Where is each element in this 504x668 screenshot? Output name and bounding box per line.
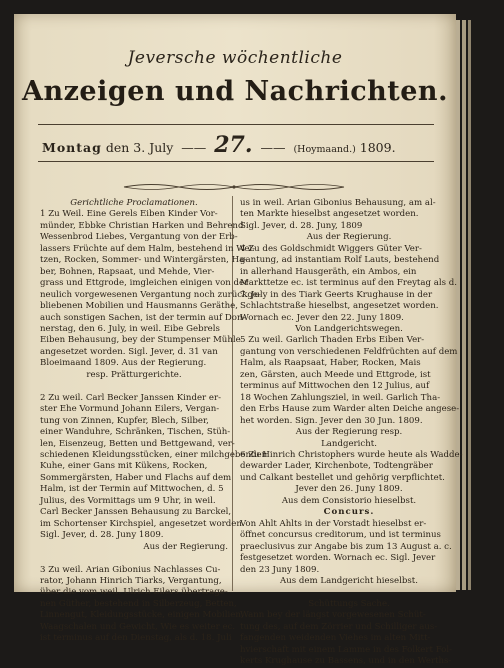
right-column-line: Von Landgerichtswegen. [295, 323, 403, 334]
issue-number: 27. [214, 132, 253, 158]
left-column-line: auch sonstigen Sachen, ist der termin auf Don- [40, 312, 246, 323]
left-column-line: angesetzet worden. Sigl. Jever, d. 31 van [40, 346, 218, 357]
right-column-line: zen, Gärsten, auch Meede und Ettgrode, ist [240, 369, 431, 380]
left-column-line: Sigl. Jever, d. 28. Juny 1809. [40, 530, 164, 541]
right-column-line: Wornach ec. Jever den 22. Juny 1809. [240, 312, 404, 323]
left-column-line: einer Wanduhre, Schränken, Tischen, Stüh- [40, 427, 231, 438]
right-column-line: den Erbs Hause zum Warder alten Deiche angese- [240, 404, 460, 415]
masthead-title-line2: Anzeigen und Nachrichten. [22, 76, 448, 107]
right-column-line: 18 Wochen Zahlungsziel, in weil. Garlich Tha- [240, 392, 441, 403]
page-sheet [14, 14, 463, 667]
right-column-line: Schüttungs Sache. [308, 598, 390, 609]
left-column-line: len, Eisenzeug, Betten und Bettgewand, ver- [40, 438, 235, 449]
left-column-line: grass und Ettgrode, imgleichen einigen von der [40, 278, 249, 289]
right-column-line: den 23 Juny 1809. [240, 564, 320, 575]
right-column-line: Sigl. Jever, d. 28. Juny, 1809 [240, 220, 363, 231]
left-column-line: Linnengut, Kleidungsstücke, einigen Mobilien, [40, 610, 244, 621]
left-column-line: Kuhe, einer Gans mit Kükens, Rocken, [40, 461, 208, 472]
right-column-line: Markttetze ec. ist terminus auf den Freytag als d. [240, 278, 457, 289]
left-column-line: münder, Ebbke Christian Harken und Behrend [40, 220, 244, 231]
left-column-line: neulich vorgewesenen Vergantung noch zurückge- [40, 289, 261, 300]
right-column-line: 6 Zu Hinrich Christophers wurde heute als Wadde- [240, 449, 463, 460]
right-column-line: ten Markte hieselbst angesetzet worden. [240, 209, 419, 220]
right-column-line: in allerhand Hausgeräth, ein Ambos, ein [240, 266, 417, 277]
left-column-line: Bloeimaand 1809. Aus der Regierung. [40, 358, 207, 369]
right-column-line: Aus der Regierung resp. [295, 427, 403, 438]
left-column-line: 1 Zu Weil. Eine Gerels Eiben Kinder Vor- [40, 209, 218, 220]
left-column-line: lassers Früchte auf dem Halm, bestehend in Wei- [40, 243, 256, 254]
right-column-line: praeclusivus zur Angabe bis zum 13 August a. c. [240, 541, 452, 552]
left-column-line: nen Güther, bestehend in Silberzeug, Betten, [40, 598, 237, 609]
masthead-title-line1: Jeversche wöchentliche [127, 48, 343, 68]
left-column-line: 2 Zu weil. Carl Becker Janssen Kinder er- [40, 392, 221, 403]
right-column-line: dewarder Lader, Kirchenbote, Todtengräber [240, 461, 433, 472]
left-column-line: bliebenen Mobilien und Hausmanns Geräthe, [40, 301, 238, 312]
right-column-line: 5 Zu weil. Garlich Thaden Erbs Eiben Ver- [240, 335, 425, 346]
right-column-line: 4 Zu des Goldschmidt Wiggers Güter Ver- [240, 243, 422, 254]
right-column-line: öffnet concursus creditorum, und ist terminus [240, 530, 441, 541]
right-column-line: gantung von verschiedenen Feldfrüchten auf dem [240, 346, 458, 357]
dash-left: —— [177, 140, 211, 155]
left-column-line: Halm, ist der Termin auf Mittwochen, d. 5 [40, 484, 224, 495]
left-column-line: Waagschalen und Gewicht, Wie es weiter ec. [40, 621, 236, 632]
right-column-line: Aus dem Consistorio hieselbst. [281, 495, 417, 506]
right-column-line: Aus dem Landgericht hieselbst. [280, 575, 418, 586]
left-column-line: ster Ehe Vormund Johann Eilers, Vergan- [40, 404, 220, 415]
left-column-line [40, 553, 228, 564]
left-column-line: über die vom weil. Ulrich Eilers übertrage- [40, 587, 228, 598]
left-column-line: tung von Zinnen, Kupfer, Blech, Silber, [40, 415, 209, 426]
issue-publisher: (Hoymaand.) [293, 144, 356, 155]
right-column-line: Halm, als Raapsaat, Haber, Rocken, Mais [240, 358, 421, 369]
dash-right: —— [256, 140, 290, 155]
right-column-line: Von Ahlt Ahlts in der Vorstadt hieselbst er- [240, 518, 427, 529]
left-column-line: resp. Prätturgerichte. [86, 369, 182, 380]
left-column-line: ber, Bohnen, Rapsaat, und Mehde, Vier- [40, 266, 215, 277]
left-column-line: nerstag, den 6. July, in weil. Eibe Gebrels [40, 323, 220, 334]
right-column-line: fangenden weidenden Viehes im alten Mitt- [240, 633, 431, 644]
left-column-line: Wessenbrod Liebes, Vergantung von der Erb- [40, 232, 238, 243]
issue-date: den 3. July [105, 140, 174, 155]
right-column-line: tung des, auf dem Zörrier und Schilliger aus- [240, 621, 438, 632]
right-column-line: Concurs. [323, 507, 375, 518]
left-column-line: 3 Zu weil. Arian Gibonius Nachlasses Cu- [40, 564, 221, 575]
issue-weekday: Montag [42, 140, 102, 155]
right-column-line: Landgericht. [321, 438, 377, 449]
right-column-line: gantung, ad instantiam Rolf Lauts, bestehend [240, 255, 440, 266]
right-column-line: und Calkant bestellet und gehörig verpflichtet. [240, 472, 445, 483]
left-column-line: Eiben Behausung, bey der Stumpenser Mühle [40, 335, 241, 346]
right-column-line: festgesetzet worden. Wornach ec. Sigl. Jever [240, 553, 436, 564]
left-column-line: rator, Johann Hinrich Tiarks, Vergantung, [40, 575, 222, 586]
right-column-line: hvierschaft mit einem Lamme in des Folkert Fol- [240, 644, 453, 655]
left-column-line: Sommergärsten, Haber und Flachs auf dem [40, 472, 232, 483]
right-column-line [240, 587, 458, 598]
top-rule [38, 124, 434, 125]
right-column-line: Wann bey der längst vorgewesenen Schüt- [240, 610, 426, 621]
left-column-line: Gerichtliche Proclamationen. [70, 198, 198, 208]
issue-dateline [42, 132, 442, 158]
page-edge-shadow-2 [462, 20, 466, 590]
left-column-line: Aus der Regierung. [143, 541, 228, 552]
left-column [40, 198, 268, 645]
right-column-line: us in weil. Arian Gibonius Behausung, am al- [240, 198, 436, 208]
page-edge-shadow-3 [468, 20, 471, 590]
right-column-line: Jever den 26. Juny 1809. [295, 484, 403, 495]
right-column-line: kerts Krughause zu Bassens, und in den Werths- [240, 656, 452, 667]
right-column-line: 7. July in des Tiark Geerts Krughause in der [240, 289, 433, 300]
left-column-line [40, 381, 228, 392]
ornament-divider [124, 182, 344, 192]
left-column-line: im Schortenser Kirchspiel, angesetzet worden. [40, 518, 245, 529]
right-column [240, 198, 463, 668]
bottom-rule [38, 161, 434, 162]
left-column-line: schiedenen Kleidungsstücken, einer milchgebenden [40, 449, 268, 460]
right-column-line: Schlachtstraße hieselbst, angesetzet worden. [240, 301, 439, 312]
right-column-line: Aus der Regierung. [306, 232, 392, 243]
left-column-line: Carl Becker Janssen Behausung zu Barckel, [40, 507, 232, 518]
right-column-line: terminus auf Mittwochen den 12 Julius, auf [240, 381, 430, 392]
left-column-line: Julius, des Vormittags um 9 Uhr, in weil. [40, 495, 216, 506]
issue-year: 1809. [359, 140, 396, 155]
left-column-line: ist terminus auf den Dienstag, als d. 18. Juli [40, 633, 232, 644]
right-column-line: het worden. Sign. Jever den 30 Jun. 1809. [240, 415, 423, 426]
left-column-line: tzen, Rocken, Sommer- und Wintergärsten, Ha- [40, 255, 248, 266]
